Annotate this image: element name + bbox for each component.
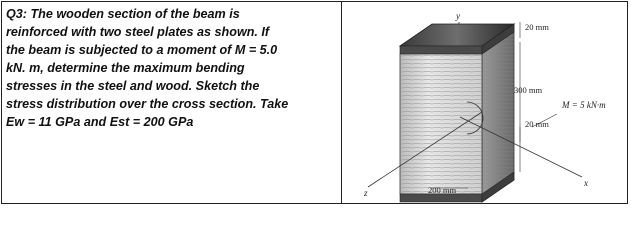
question-line: reinforced with two steel plates as shown. If <box>6 25 270 39</box>
height-dimension: 300 mm <box>514 85 543 95</box>
question-text <box>6 5 340 131</box>
question-cell <box>2 2 342 204</box>
moment-label: M = 5 kN·m <box>562 100 606 110</box>
question-line: the beam is subjected to a moment of M = 5.0 <box>6 43 278 57</box>
top-plate-edge <box>400 46 482 54</box>
bottom-steel-plate <box>400 194 482 202</box>
question-line: Ew = 11 GPa and Est = 200 GPa <box>6 115 194 129</box>
question-table <box>1 1 628 204</box>
top-plate-dimension: 20 mm <box>525 22 549 32</box>
question-line: kN. m, determine the maximum bending <box>6 61 245 75</box>
beam-figure <box>342 2 627 203</box>
bottom-plate-dimension: 20 mm <box>525 119 549 129</box>
z-axis-label: z <box>364 188 368 198</box>
figure-cell <box>342 2 628 204</box>
question-line: Q3: The wooden section of the beam is <box>6 7 240 21</box>
width-dimension: 200 mm <box>428 185 457 195</box>
x-axis-label: x <box>584 178 588 188</box>
question-line: stress distribution over the cross section. Take <box>6 97 289 111</box>
y-axis-label: y <box>456 11 460 21</box>
question-line: stresses in the steel and wood. Sketch the <box>6 79 260 93</box>
